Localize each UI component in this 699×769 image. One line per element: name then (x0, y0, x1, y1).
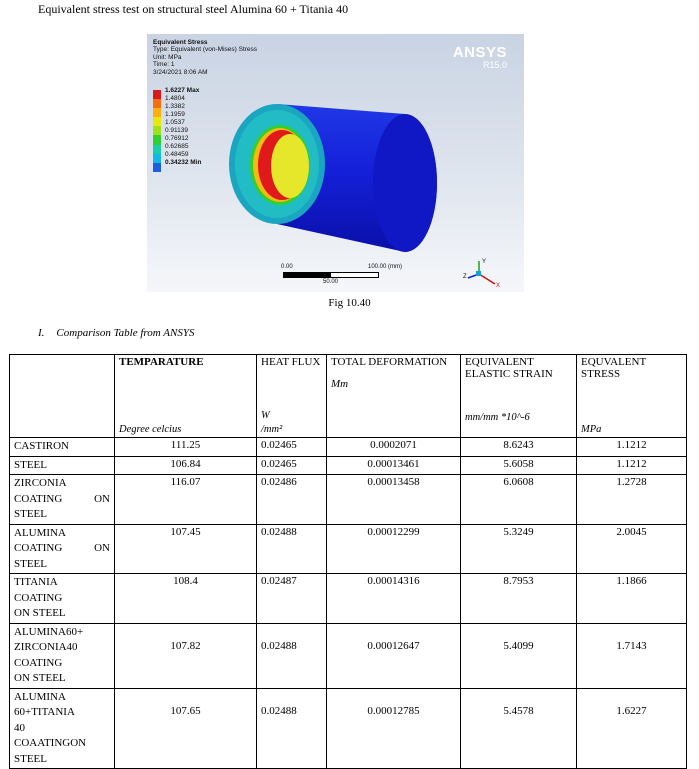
scale-start: 0.00 (281, 264, 293, 270)
section-title: Comparison Table from ANSYS (56, 327, 195, 339)
deformation-cell: 0.00012785 (327, 688, 461, 769)
strain-cell: 8.7953 (461, 574, 577, 624)
table-row (10, 524, 687, 574)
header-total-deformation: TOTAL DEFORMATION Mm (327, 355, 461, 438)
bore-yellow (271, 134, 309, 198)
deformation-cell: 0.00013458 (327, 475, 461, 525)
legend-min: 0.34232 Min (165, 159, 202, 167)
header-heat-flux: HEAT FLUX W /mm² (257, 355, 327, 438)
heat-flux-cell: 0.02465 (257, 438, 327, 457)
deformation-cell: 0.00014316 (327, 574, 461, 624)
strain-cell: 8.6243 (461, 438, 577, 457)
section-heading (38, 327, 194, 339)
material-label: ZIRCONIA COATING ON STEEL (10, 475, 115, 525)
heat-flux-cell: 0.02465 (257, 456, 327, 475)
header-material (10, 355, 115, 438)
table-row (10, 456, 687, 475)
x-axis-label: X (496, 283, 501, 288)
temperature-cell: 106.84 (115, 456, 257, 475)
temperature-cell: 107.65 (115, 688, 257, 769)
legend-max: 1.6227 Max (165, 87, 200, 94)
header-temperature: TEMPARATURE Degree celcius (115, 355, 257, 438)
material-label: STEEL (10, 456, 115, 475)
deformation-cell: 0.00012647 (327, 623, 461, 688)
material-label: TITANIA COATING ON STEEL (10, 574, 115, 624)
material-label: ALUMINA COATING ON STEEL (10, 524, 115, 574)
table-row (10, 623, 687, 688)
figure-caption: Fig 10.40 (328, 297, 371, 309)
material-label: ALUMINA 60+TITANIA 40 COAATINGON STEEL (10, 688, 115, 769)
legend-value: 0.76912 (165, 135, 189, 143)
scale-bar-graphic (283, 272, 379, 278)
triad-origin (476, 271, 481, 276)
ansys-stress-figure (147, 34, 524, 292)
result-unit: Unit: MPa (153, 53, 182, 61)
stress-cell: 1.1866 (577, 574, 687, 624)
temperature-cell: 107.82 (115, 623, 257, 688)
temperature-cell: 108.4 (115, 574, 257, 624)
table-row (10, 688, 687, 769)
legend-value: 0.91139 (165, 127, 189, 135)
stress-cell: 1.1212 (577, 438, 687, 457)
stress-cell: 2.0045 (577, 524, 687, 574)
temperature-cell: 111.25 (115, 438, 257, 457)
temperature-cell: 107.45 (115, 524, 257, 574)
brand-version: R15.0 (482, 60, 507, 70)
section-number: I. (38, 327, 45, 339)
legend-value: 1.3382 (165, 103, 185, 111)
page-heading: Equivalent stress test on structural steel Alumina 60 + Titania 40 (38, 2, 349, 16)
legend-value: 0.48459 (165, 151, 189, 159)
stress-cell: 1.7143 (577, 623, 687, 688)
deformation-cell: 0.00013461 (327, 456, 461, 475)
header-elastic-strain: EQUIVALENT ELASTIC STRAIN mm/mm *10^-6 (461, 355, 577, 438)
strain-cell: 5.6058 (461, 456, 577, 475)
legend-value: 0.62685 (165, 143, 189, 151)
result-type: Type: Equivalent (von-Mises) Stress (153, 46, 258, 54)
scale-end: 100.00 (mm) (368, 264, 403, 270)
legend-value: 1.1959 (165, 111, 185, 119)
heat-flux-cell: 0.02488 (257, 524, 327, 574)
heat-flux-cell: 0.02486 (257, 475, 327, 525)
material-label: CASTIRON (10, 438, 115, 457)
table-row (10, 574, 687, 624)
scale-mid: 50.00 (323, 279, 339, 285)
stress-cell: 1.1212 (577, 456, 687, 475)
stress-cell: 1.6227 (577, 688, 687, 769)
strain-cell: 6.0608 (461, 475, 577, 525)
strain-cell: 5.4099 (461, 623, 577, 688)
y-axis-label: Y (482, 259, 487, 265)
result-date: 3/24/2021 8:06 AM (153, 68, 208, 76)
strain-cell: 5.3249 (461, 524, 577, 574)
strain-cell: 5.4578 (461, 688, 577, 769)
brand-name: ANSYS (452, 44, 507, 61)
heat-flux-cell: 0.02488 (257, 688, 327, 769)
result-time: Time: 1 (153, 61, 175, 69)
cylinder-model (147, 34, 524, 292)
heat-flux-cell: 0.02487 (257, 574, 327, 624)
deformation-cell: 0.0002071 (327, 438, 461, 457)
stress-cell: 1.2728 (577, 475, 687, 525)
result-title: Equivalent Stress (153, 39, 208, 46)
table-row (10, 438, 687, 457)
temperature-cell: 116.07 (115, 475, 257, 525)
table-row (10, 475, 687, 525)
x-axis-line (479, 274, 495, 284)
deformation-cell: 0.00012299 (327, 524, 461, 574)
legend-value: 1.0537 (165, 119, 185, 127)
heat-flux-cell: 0.02488 (257, 623, 327, 688)
cylinder-far-end (373, 114, 437, 252)
z-axis-label: Z (463, 274, 467, 280)
header-equivalent-stress: EQUVALENT STRESS MPa (577, 355, 687, 438)
table-header-row (10, 355, 687, 438)
material-label: ALUMINA60+ ZIRCONIA40 COATING ON STEEL (10, 623, 115, 688)
legend-value: 1.4804 (165, 95, 185, 103)
comparison-table (9, 354, 687, 769)
axis-triad-icon (463, 256, 503, 288)
